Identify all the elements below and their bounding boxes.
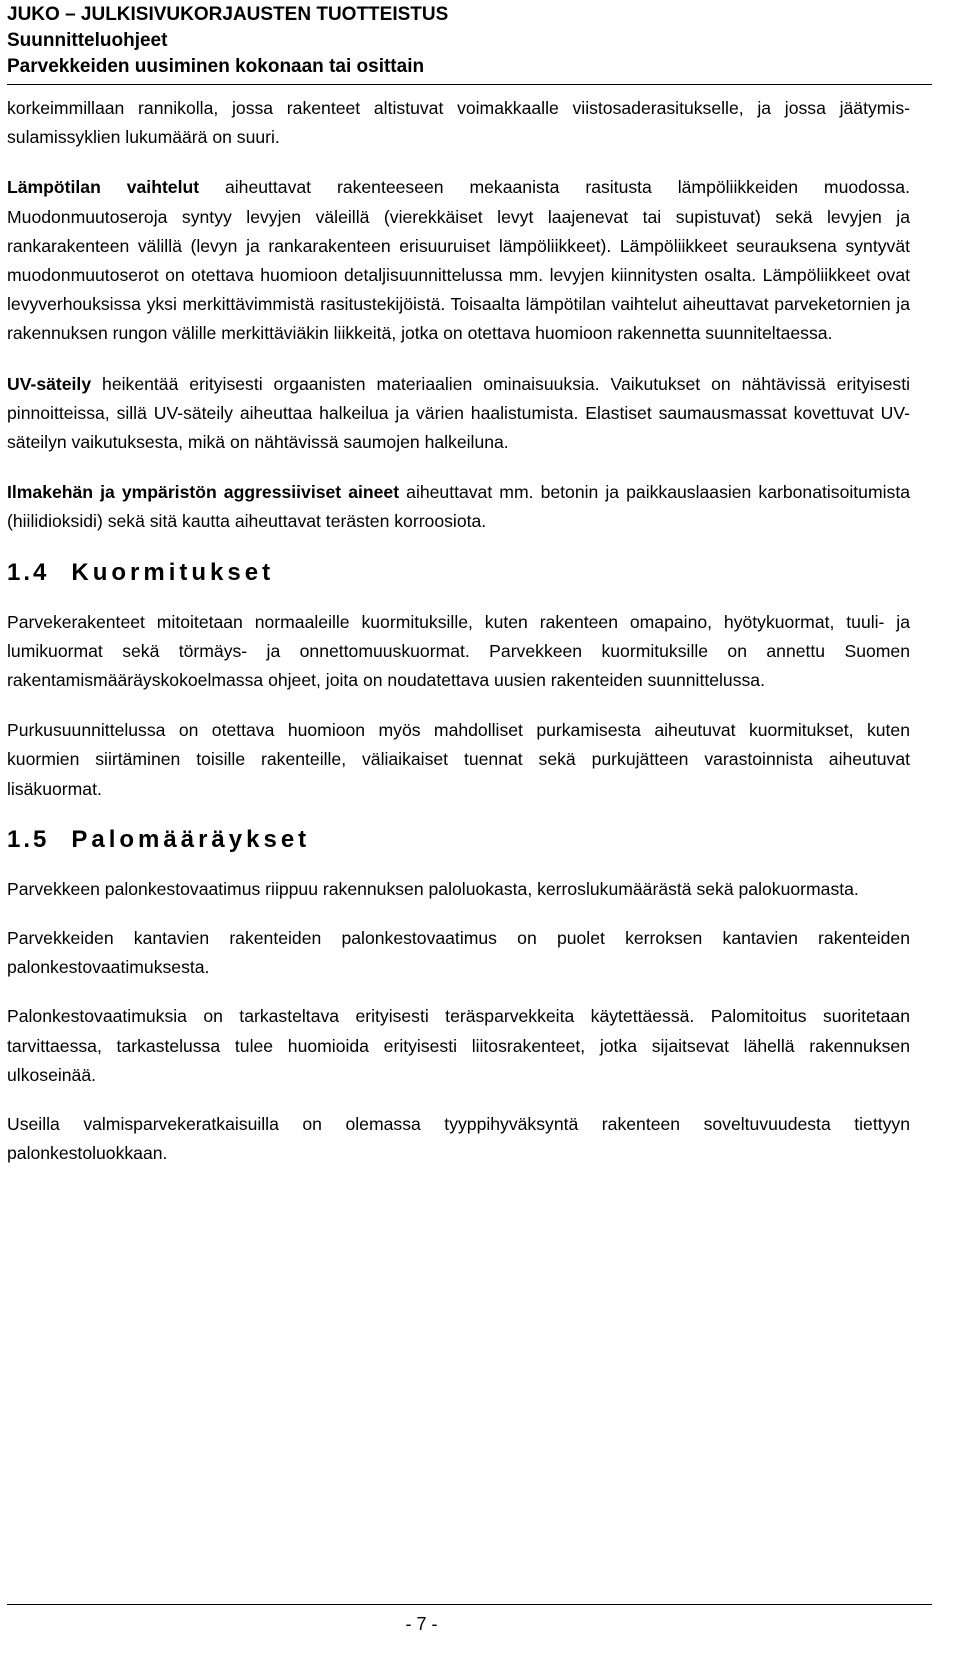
section-number: 1.4 [7, 558, 50, 586]
section-heading-fire-regulations [7, 825, 910, 855]
term-temperature-variation: Lämpötilan vaihtelut [7, 177, 200, 198]
section-title: Palomääräykset [71, 825, 311, 853]
paragraph-text: Useilla valmisparvekeratkaisuilla on olemassa tyyppihyväksyntä rakenteen soveltuvuudesta tiettyyn palonkestoluokkaan. [7, 1114, 910, 1164]
paragraph-load-design [7, 608, 910, 696]
paragraph-fire-resistance-class [7, 875, 910, 904]
paragraph-uv-radiation [7, 370, 910, 458]
section-heading-loads [7, 558, 910, 588]
header-divider [7, 84, 932, 85]
paragraph-text: Palonkestovaatimuksia on tarkasteltava erityisesti teräsparvekkeita käytettäessä. Palomitoitus suoritetaan tarvittaessa, tarkastelussa tulee huomioida erityisesti liitosrakenteet, jotka sijaitsevat lähellä rakennuksen ulkoseinää. [7, 1006, 910, 1085]
section-title: Kuormitukset [71, 558, 275, 586]
paragraph-text: Purkusuunnittelussa on otettava huomioon myös mahdolliset purkamisesta aiheutuvat kuormitukset, kuten kuormien siirtäminen toisille rakenteille, väliaikaiset tuennat sekä purkujätteen varastoinnista aiheutuvat lisäkuormat. [7, 720, 910, 799]
header-project-title: JUKO – JULKISIVUKORJAUSTEN TUOTTEISTUS [7, 4, 449, 25]
paragraph-text: aiheuttavat rakenteeseen mekaanista rasitusta lämpöliikkeiden muodossa. Muodonmuutoseroja syntyy levyjen väleillä (vierekkäiset levyt laajenevat tai supistuvat) sekä levyjen ja rankarakenteen välillä (levyn ja rankarakenteen erisuuruiset lämpöliikkeet). Lämpöliikkeet seurauksena syntyvät muodonmuutoserot on otettava huomioon detaljisuunnittelussa mm. levyjen kiinnitysten osalta. Lämpöliikkeet ovat levyverhouksissa yksi merkittävimmistä rasitustekijöistä. Toisaalta lämpötilan vaihtelut aiheuttavat parveketornien ja rakennuksen rungon välille merkittäviäkin liikkeitä, jotka on otettava huomioon rakennetta suunniteltaessa. [7, 177, 910, 344]
paragraph-steel-balconies [7, 1002, 910, 1090]
paragraph-text: Parvekerakenteet mitoitetaan normaaleille kuormituksille, kuten rakenteen omapaino, hyötykuormat, tuuli- ja lumikuormat sekä törmäys- ja onnettomuuskuormat. Parvekkeen kuormituksille on annettu Suomen rakentamismääräyskokoelmassa ohjeet, joita on noudatettava uusien rakenteiden suunnittelussa. [7, 611, 910, 691]
document-body [7, 94, 910, 1188]
paragraph-temperature-variation [7, 173, 910, 348]
paragraph-type-approval [7, 1110, 910, 1168]
paragraph-text: heikentää erityisesti orgaanisten materiaalien ominaisuuksia. Vaikutukset on nähtävissä erityisesti pinnoitteissa, sillä UV-säteily aiheuttaa halkeilua ja värien haalistumista. Elastiset saumausmassat kovettuvat UV-säteilyn vaikutuksesta, mikä on nähtävissä saumojen halkeiluna. [7, 373, 910, 453]
paragraph-load-bearing-structures [7, 924, 910, 982]
section-number: 1.5 [7, 825, 50, 853]
page-header [7, 2, 937, 80]
paragraph-text: aiheuttavat mm. betonin ja paikkauslaasien karbonatisoitumista (hiilidioksidi) sekä sitä kautta aiheuttavat terästen korroosiota. [7, 482, 910, 532]
footer-divider [7, 1604, 932, 1605]
paragraph-text: Parvekkeiden kantavien rakenteiden palonkestovaatimus on puolet kerroksen kantavien rakenteiden palonkestovaatimuksesta. [7, 928, 910, 978]
paragraph-text: korkeimmillaan rannikolla, jossa rakenteet altistuvat voimakkaalle viistosaderasitukselle, ja jossa jäätymis-sulamissyklien lukumäärä on suuri. [7, 98, 910, 148]
term-aggressive-substances: Ilmakehän ja ympäristön aggressiiviset aineet [7, 482, 400, 503]
paragraph-aggressive-substances [7, 478, 910, 536]
page-number: - 7 - [405, 1614, 438, 1634]
paragraph-text: Parvekkeen palonkestovaatimus riippuu rakennuksen paloluokasta, kerroslukumäärästä sekä palokuormasta. [7, 878, 859, 899]
header-document-type: Suunnitteluohjeet [7, 30, 168, 51]
term-uv-radiation: UV-säteily [7, 373, 92, 394]
header-document-subject: Parvekkeiden uusiminen kokonaan tai osittain [7, 56, 425, 77]
paragraph-coastal-exposure [7, 94, 910, 152]
paragraph-demolition-loads [7, 716, 910, 804]
